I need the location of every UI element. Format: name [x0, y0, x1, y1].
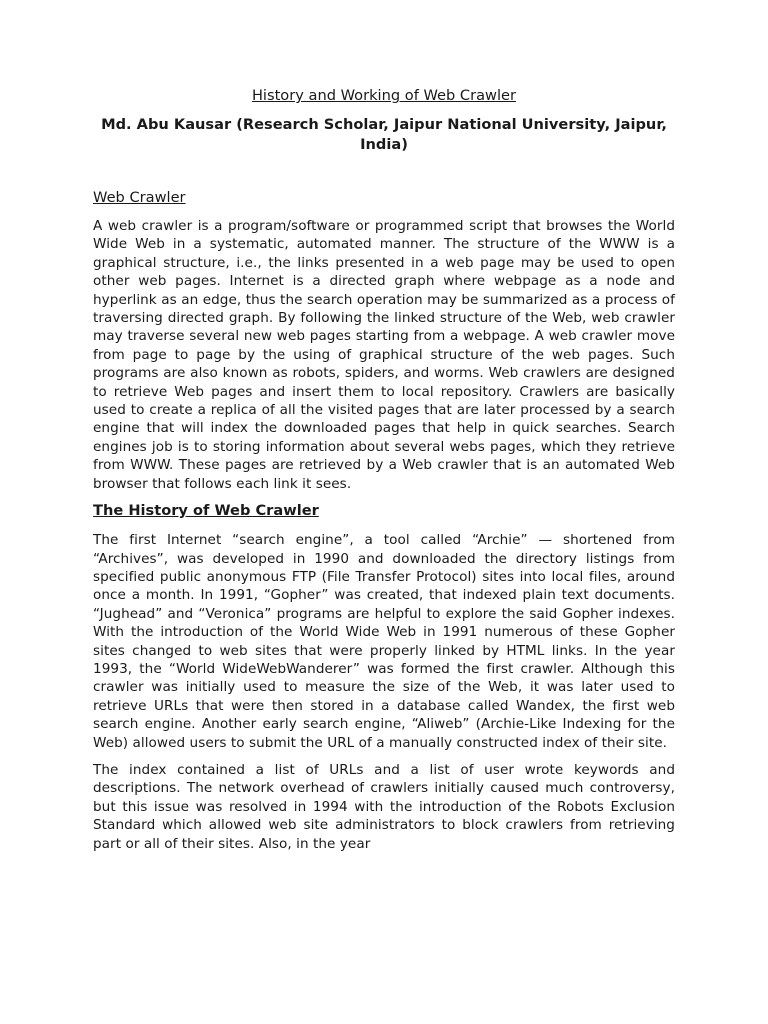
section-heading-history: The History of Web Crawler	[93, 502, 319, 520]
paragraph-history-index: The index contained a list of URLs and a list of user wrote keywords and descriptions. The network overhead of crawlers initially caused much controversy, but this issue was resolved in 1994 with the introduction of the Robots Exclusion Standard which allowed web site administrators to block crawlers from retrieving part or all of their sites. Also, in the year	[93, 761, 675, 852]
document-author: Md. Abu Kausar (Research Scholar, Jaipur National University, Jaipur, India)	[101, 116, 667, 153]
paragraph-history-archie: The first Internet “search engine”, a tool called “Archie” — shortened from “Archives”, was developed in 1990 and downloaded the directory listings from specified public anonymous FTP (File Transfer Protocol) sites into local files, around once a month. In 1991, “Gopher” was created, that indexed plain text documents. “Jughead” and “Veronica” programs are helpful to explore the said Gopher indexes. With the introduction of the World Wide Web in 1991 numerous of these Gopher sites changed to web sites that were properly linked by HTML links. In the year 1993, the “World WideWebWanderer” was formed the first crawler. Although this crawler was initially used to measure the size of the Web, it was later used to retrieve URLs that were then stored in a database called Wandex, the first web search engine. Another early search engine, “Aliweb” (Archie-Like Indexing for the Web) allowed users to submit the URL of a manually constructed index of their site.	[93, 532, 675, 751]
document-body	[93, 86, 675, 853]
paragraph-web-crawler-definition: A web crawler is a program/software or programmed script that browses the World Wide Web in a systematic, automated manner. The structure of the WWW is a graphical structure, i.e., the links presented in a web page may be used to open other web pages. Internet is a directed graph where webpage as a node and hyperlink as an edge, thus the search operation may be summarized as a process of traversing directed graph. By following the linked structure of the Web, web crawler may traverse several new web pages starting from a webpage. A web crawler move from page to page by the using of graphical structure of the web pages. Such programs are also known as robots, spiders, and worms. Web crawlers are designed to retrieve Web pages and insert them to local repository. Crawlers are basically used to create a replica of all the visited pages that are later processed by a search engine that will index the downloaded pages that help in quick searches. Search engines job is to storing information about several webs pages, which they retrieve from WWW. These pages are retrieved by a Web crawler that is an automated Web browser that follows each link it sees.	[93, 218, 675, 492]
section-heading-web-crawler: Web Crawler	[93, 189, 186, 206]
document-title: History and Working of Web Crawler	[251, 87, 517, 104]
